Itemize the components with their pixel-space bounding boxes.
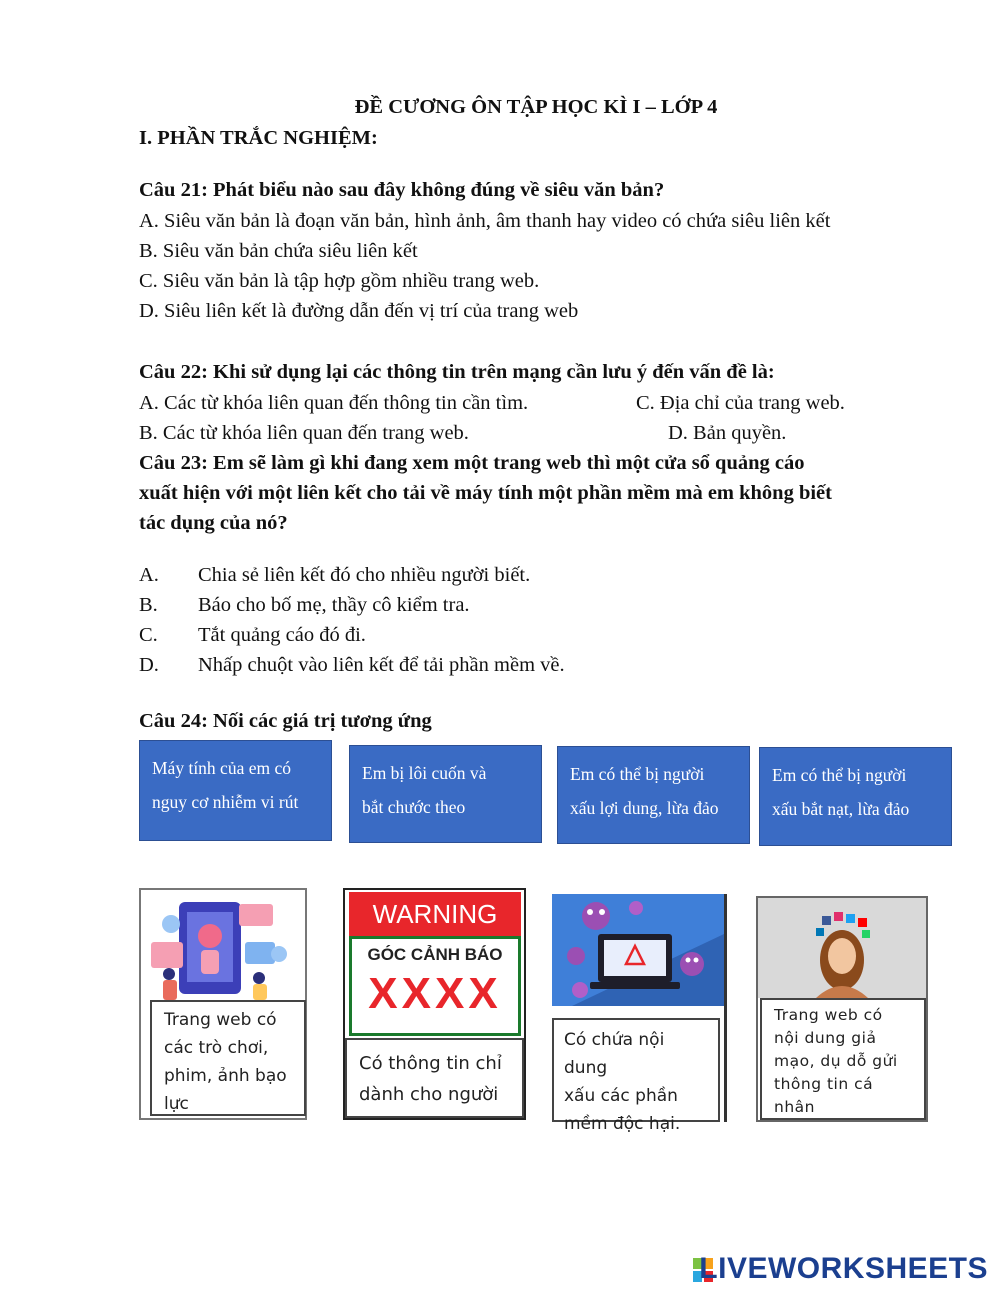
q22-option-d: D. Bản quyền.	[668, 422, 787, 444]
card-caption-line: Trang web có	[774, 1006, 883, 1024]
virus-laptop-icon	[552, 894, 724, 1006]
page-title: ĐỀ CƯƠNG ÔN TẬP HỌC KÌ I – LỚP 4	[354, 96, 718, 118]
q22-option-a: A. Các từ khóa liên quan đến thông tin cần tìm.	[139, 392, 529, 414]
card-caption-line: dành cho người	[359, 1084, 499, 1105]
card-malware[interactable]	[552, 894, 727, 1134]
q21-option-b: B. Siêu văn bản chứa siêu liên kết	[139, 240, 418, 262]
match-box-virus-risk[interactable]	[139, 740, 332, 841]
q23-question-line2: xuất hiện với một liên kết cho tải về máy tính một phần mềm mà em không biết	[139, 482, 832, 504]
q21-question: Câu 21: Phát biểu nào sau đây không đúng về siêu văn bản?	[139, 179, 665, 201]
warning-banner: WARNING	[349, 892, 521, 936]
q21-option-d: D. Siêu liên kết là đường dẫn đến vị trí của trang web	[139, 300, 579, 322]
card-caption	[552, 1018, 720, 1134]
liveworksheets-logo: LIVEWORKSHEETS	[699, 1252, 988, 1285]
card-caption-line: nội dung giả	[774, 1029, 877, 1047]
match-box-line: Em có thể bị người	[570, 764, 705, 784]
match-box-line: bắt chước theo	[362, 797, 466, 817]
card-caption-line: lực	[164, 1094, 189, 1114]
card-caption-line: thông tin cá	[774, 1075, 874, 1093]
q23-question-line3: tác dụng của nó?	[139, 512, 288, 534]
section-heading: I. PHẦN TRẮC NGHIỆM:	[139, 127, 378, 149]
match-box-line: xấu bắt nạt, lừa đảo	[772, 799, 910, 819]
match-box-line: xấu lợi dung, lừa đảo	[570, 798, 719, 818]
match-box-bullying[interactable]	[759, 747, 952, 846]
card-caption	[760, 998, 926, 1120]
q23-option-a-text: Chia sẻ liên kết đó cho nhiều người biết.	[198, 564, 531, 586]
match-box-line: nguy cơ nhiễm vi rút	[152, 792, 299, 812]
card-caption-line: Trang web có	[164, 1010, 277, 1030]
card-adult-content[interactable]	[343, 888, 526, 1120]
card-fake-content[interactable]	[756, 896, 928, 1122]
warning-subtitle: GÓC CẢNH BÁO	[367, 945, 503, 964]
match-box-line: Máy tính của em có	[152, 758, 291, 778]
card-violent-content[interactable]	[139, 888, 307, 1120]
match-box-imitation[interactable]	[349, 745, 542, 843]
woman-social-icons-icon	[758, 898, 926, 998]
social-media-illustration-icon	[149, 894, 299, 1002]
q22-question: Câu 22: Khi sử dụng lại các thông tin trên mạng cần lưu ý đến vấn đề là:	[139, 361, 775, 383]
q23-option-c-letter: C.	[139, 624, 158, 646]
match-box-line: Em có thể bị người	[772, 765, 907, 785]
q23-option-c-text: Tắt quảng cáo đó đi.	[198, 624, 366, 646]
q21-option-c: C. Siêu văn bản là tập hợp gồm nhiều trang web.	[139, 270, 540, 292]
q23-question-line1: Câu 23: Em sẽ làm gì khi đang xem một trang web thì một cửa sổ quảng cáo	[139, 452, 805, 474]
card-caption	[345, 1038, 524, 1118]
card-caption-line: mềm độc hại.	[564, 1114, 681, 1134]
card-caption-line: Có thông tin chỉ	[359, 1053, 502, 1074]
q22-option-b: B. Các từ khóa liên quan đến trang web.	[139, 422, 469, 444]
card-caption-line: nhân	[774, 1098, 815, 1116]
card-caption-line: các trò chơi,	[164, 1038, 269, 1058]
match-box-line: Em bị lôi cuốn và	[362, 763, 487, 783]
card-caption-line: mạo, dụ dỗ gửi	[774, 1052, 898, 1070]
q23-option-d-letter: D.	[139, 654, 159, 676]
warning-sign	[349, 936, 521, 1036]
q23-option-d-text: Nhấp chuột vào liên kết để tải phần mềm về.	[198, 654, 565, 676]
q22-option-c: C. Địa chỉ của trang web.	[636, 392, 845, 414]
match-box-exploitation[interactable]	[557, 746, 750, 844]
warning-x-marks: XXXX	[368, 969, 502, 1018]
q21-option-a: A. Siêu văn bản là đoạn văn bản, hình ảnh, âm thanh hay video có chứa siêu liên kết	[139, 210, 831, 232]
q23-option-a-letter: A.	[139, 564, 159, 586]
q23-option-b-text: Báo cho bố mẹ, thầy cô kiểm tra.	[198, 594, 470, 616]
card-caption-line: phim, ảnh bạo	[164, 1066, 287, 1086]
card-caption-line: Có chứa nội dung	[564, 1030, 665, 1078]
card-caption	[150, 1000, 306, 1116]
card-caption-line: xấu các phần	[564, 1086, 678, 1106]
q24-question: Câu 24: Nối các giá trị tương ứng	[139, 710, 432, 732]
q23-option-b-letter: B.	[139, 594, 158, 616]
